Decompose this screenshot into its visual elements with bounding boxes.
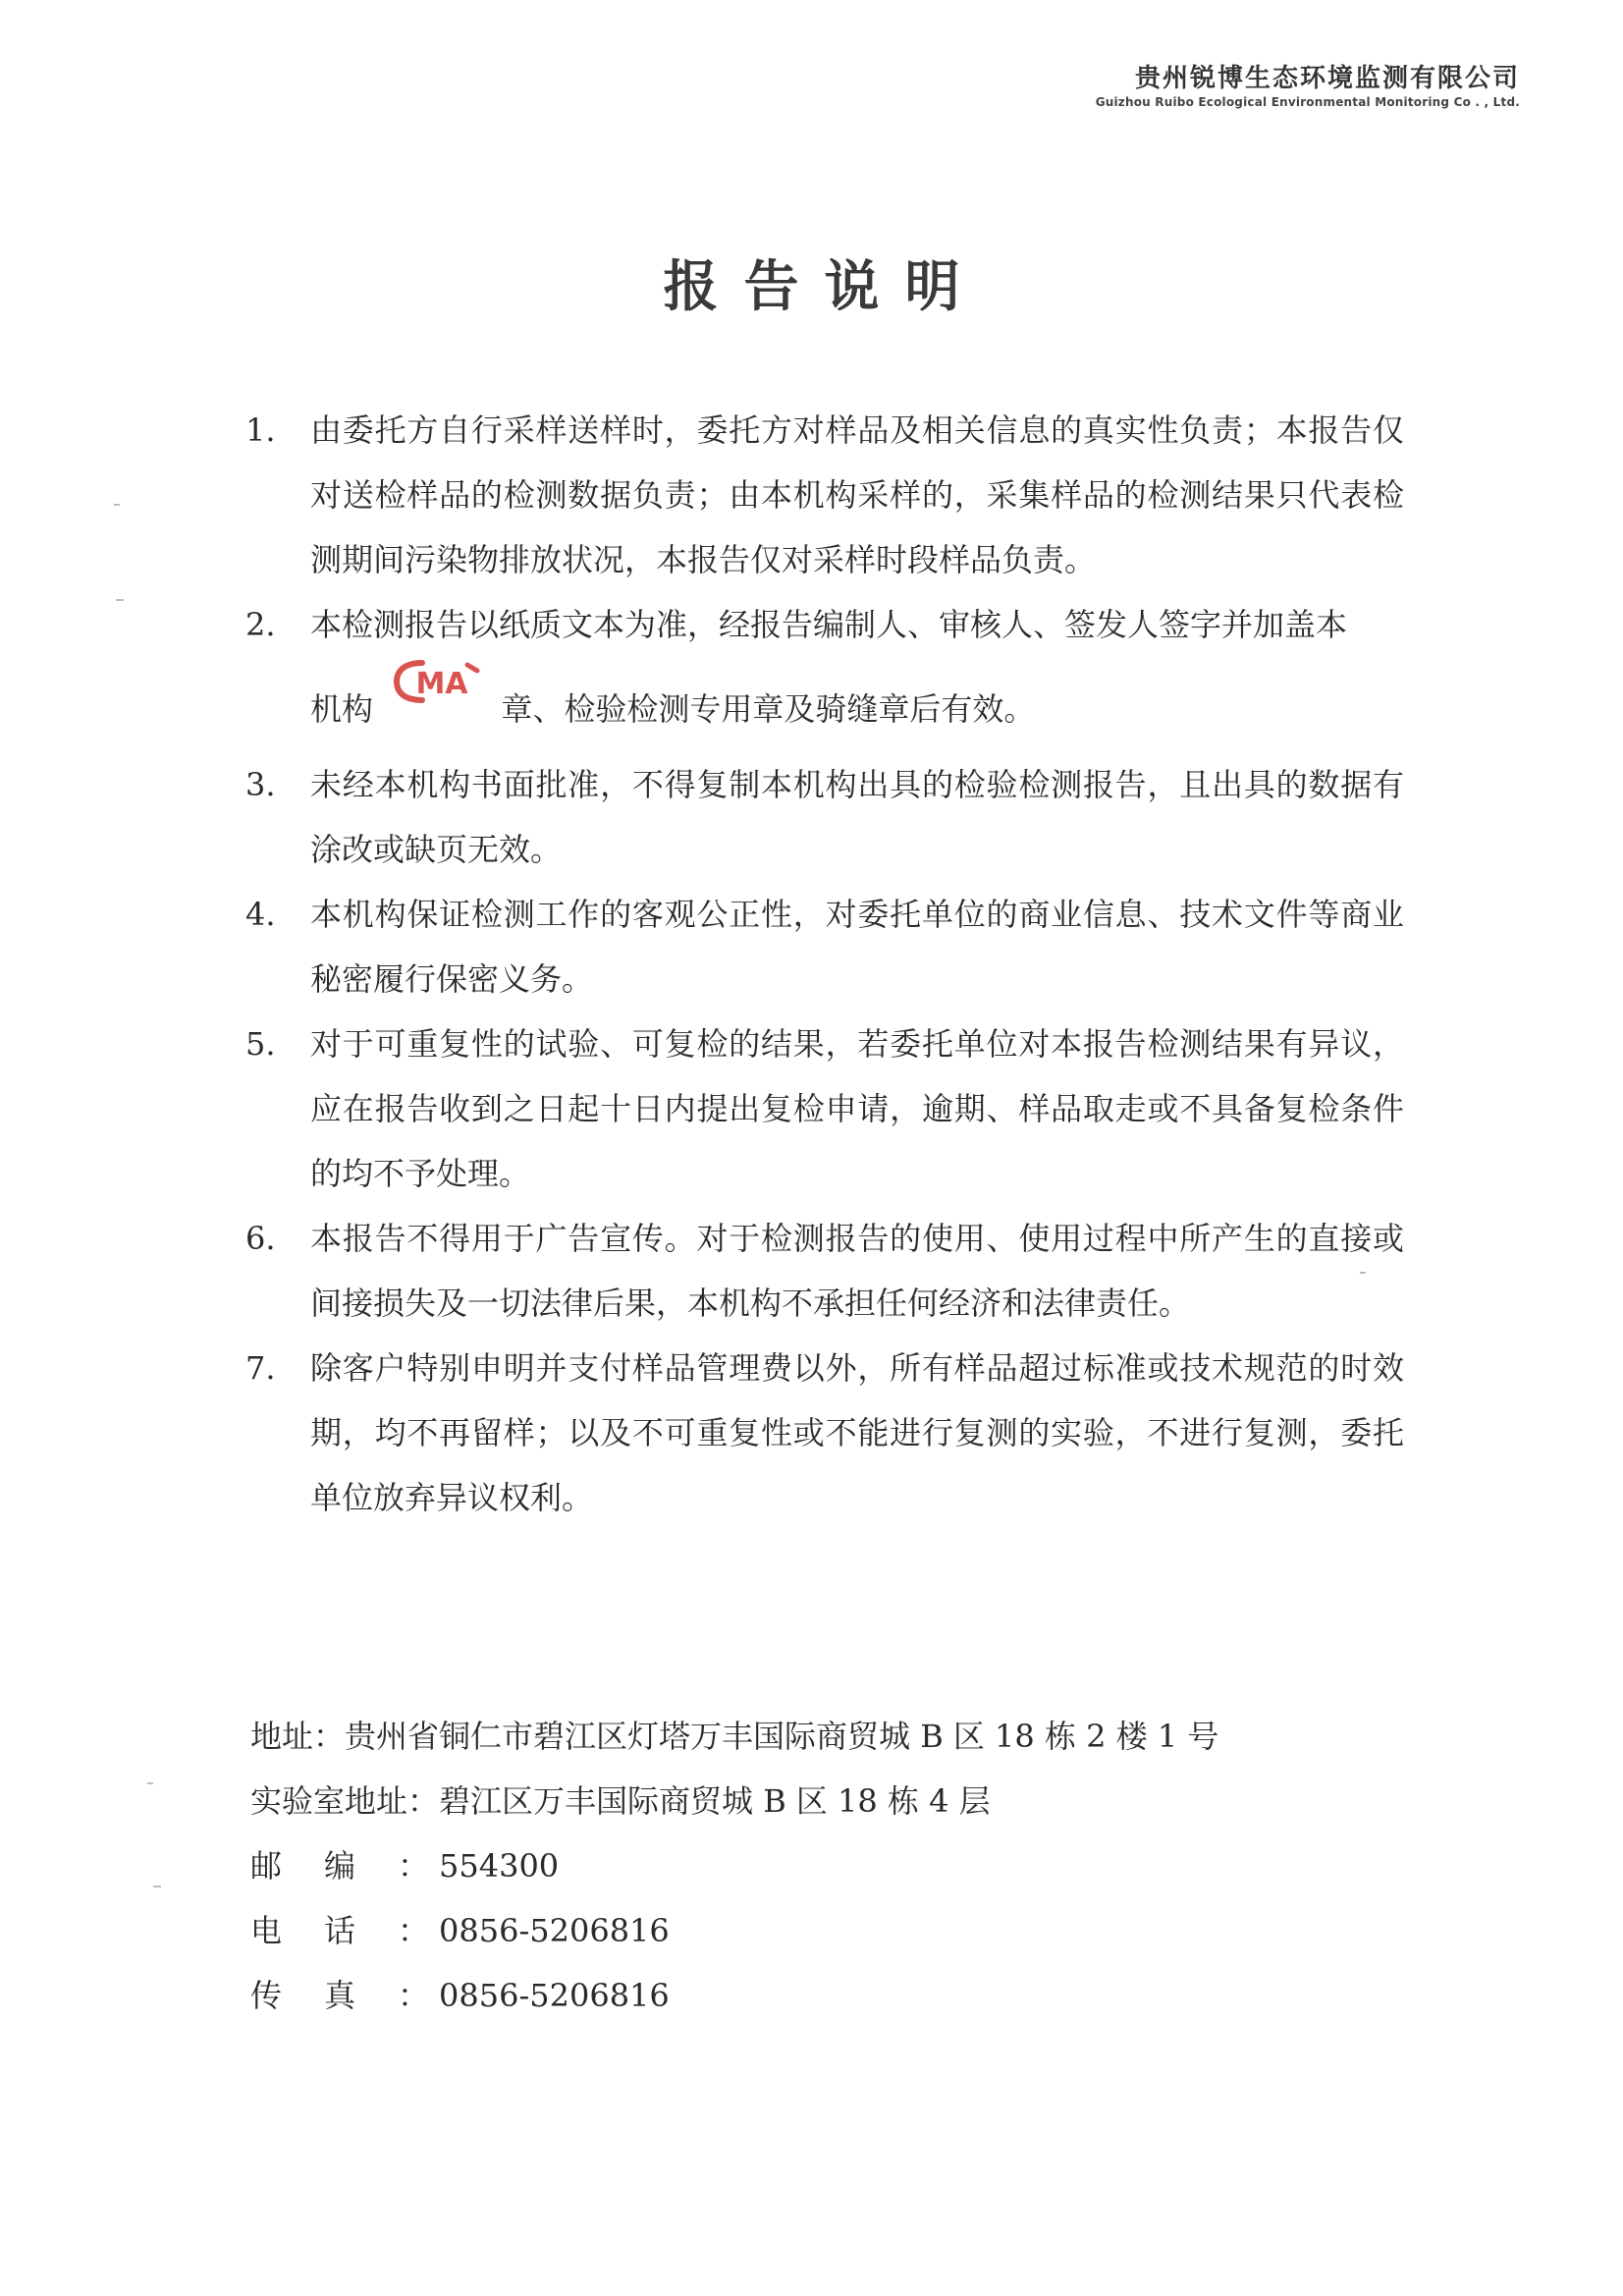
note-number: 4.	[245, 896, 276, 933]
postcode-value: 554300	[439, 1847, 560, 1885]
note-ma-line	[310, 657, 1404, 752]
ma-logo-text: MA	[415, 667, 468, 701]
lab-address-label: 实验室地址：	[250, 1782, 440, 1820]
note-item-5	[245, 1011, 1404, 1206]
note-text: 未经本机构书面批准，不得复制本机构出具的检验检测报告，且出具的数据有涂改或缺页无效。	[310, 766, 1404, 868]
contact-info	[250, 1704, 1330, 2028]
note-text: 本机构保证检测工作的客观公正性，对委托单位的商业信息、技术文件等商业秘密履行保密义务。	[310, 896, 1404, 998]
address-label: 地址：	[250, 1718, 346, 1755]
fax-value: 0856-5206816	[439, 1977, 670, 2014]
contact-fax	[250, 1963, 1330, 2028]
notes-list	[245, 398, 1404, 1530]
contact-postcode	[250, 1833, 1330, 1898]
note-number: 1.	[245, 411, 276, 449]
phone-value: 0856-5206816	[439, 1912, 670, 1949]
company-header	[1096, 63, 1520, 110]
contact-address	[250, 1704, 1330, 1769]
page-title: 报告说明	[663, 255, 986, 319]
note-item-7	[245, 1336, 1404, 1530]
contact-phone	[250, 1898, 1330, 1963]
postcode-label: 邮编：	[250, 1847, 429, 1885]
note-item-2	[245, 592, 1404, 752]
address-value: 贵州省铜仁市碧江区灯塔万丰国际商贸城 B 区 18 栋 2 楼 1 号	[345, 1718, 1219, 1755]
note-number: 7.	[245, 1349, 276, 1387]
note-number: 3.	[245, 766, 276, 803]
note-number: 5.	[245, 1025, 276, 1063]
note-item-4	[245, 882, 1404, 1011]
phone-label: 电话：	[250, 1912, 429, 1949]
fax-label: 传真：	[250, 1977, 429, 2014]
note-number: 6.	[245, 1220, 276, 1257]
lab-address-value: 碧江区万丰国际商贸城 B 区 18 栋 4 层	[439, 1782, 991, 1820]
contact-lab-address	[250, 1769, 1330, 1833]
note-text: 本报告不得用于广告宣传。对于检测报告的使用、使用过程中所产生的直接或间接损失及一切法律后果，本机构不承担任何经济和法律责任。	[310, 1220, 1404, 1322]
scan-speck	[114, 504, 120, 506]
note-item-3	[245, 752, 1404, 882]
note-number: 2.	[245, 606, 276, 643]
note-text: 机构	[310, 690, 374, 728]
scan-speck	[153, 1886, 161, 1887]
note-text: 由委托方自行采样送样时，委托方对样品及相关信息的真实性负责；本报告仅对送检样品的检测数据负责；由本机构采样的，采集样品的检测结果只代表检测期间污染物排放状况，本报告仅对采样时段样品负责。	[310, 411, 1404, 578]
scan-speck	[147, 1782, 153, 1784]
company-name-cn: 贵州锐博生态环境监测有限公司	[1134, 64, 1520, 93]
note-text: 除客户特别申明并支付样品管理费以外，所有样品超过标准或技术规范的时效期，均不再留样；以及不可重复性或不能进行复测的实验，不进行复测，委托单位放弃异议权利。	[310, 1349, 1404, 1516]
note-item-1	[245, 398, 1404, 592]
note-text: 章、检验检测专用章及骑缝章后有效。	[501, 690, 1036, 728]
cma-seal-icon	[393, 657, 481, 706]
note-item-6	[245, 1206, 1404, 1336]
note-text: 本检测报告以纸质文本为准，经报告编制人、审核人、签发人签字并加盖本	[310, 606, 1348, 643]
note-text: 对于可重复性的试验、可复检的结果，若委托单位对本报告检测结果有异议，应在报告收到之日起十日内提出复检申请，逾期、样品取走或不具备复检条件的均不予处理。	[310, 1025, 1404, 1192]
scan-speck	[116, 599, 124, 601]
company-name-en: Guizhou Ruibo Ecological Environmental Monitoring Co . , Ltd.	[1095, 95, 1520, 109]
scan-speck	[1360, 1272, 1366, 1274]
